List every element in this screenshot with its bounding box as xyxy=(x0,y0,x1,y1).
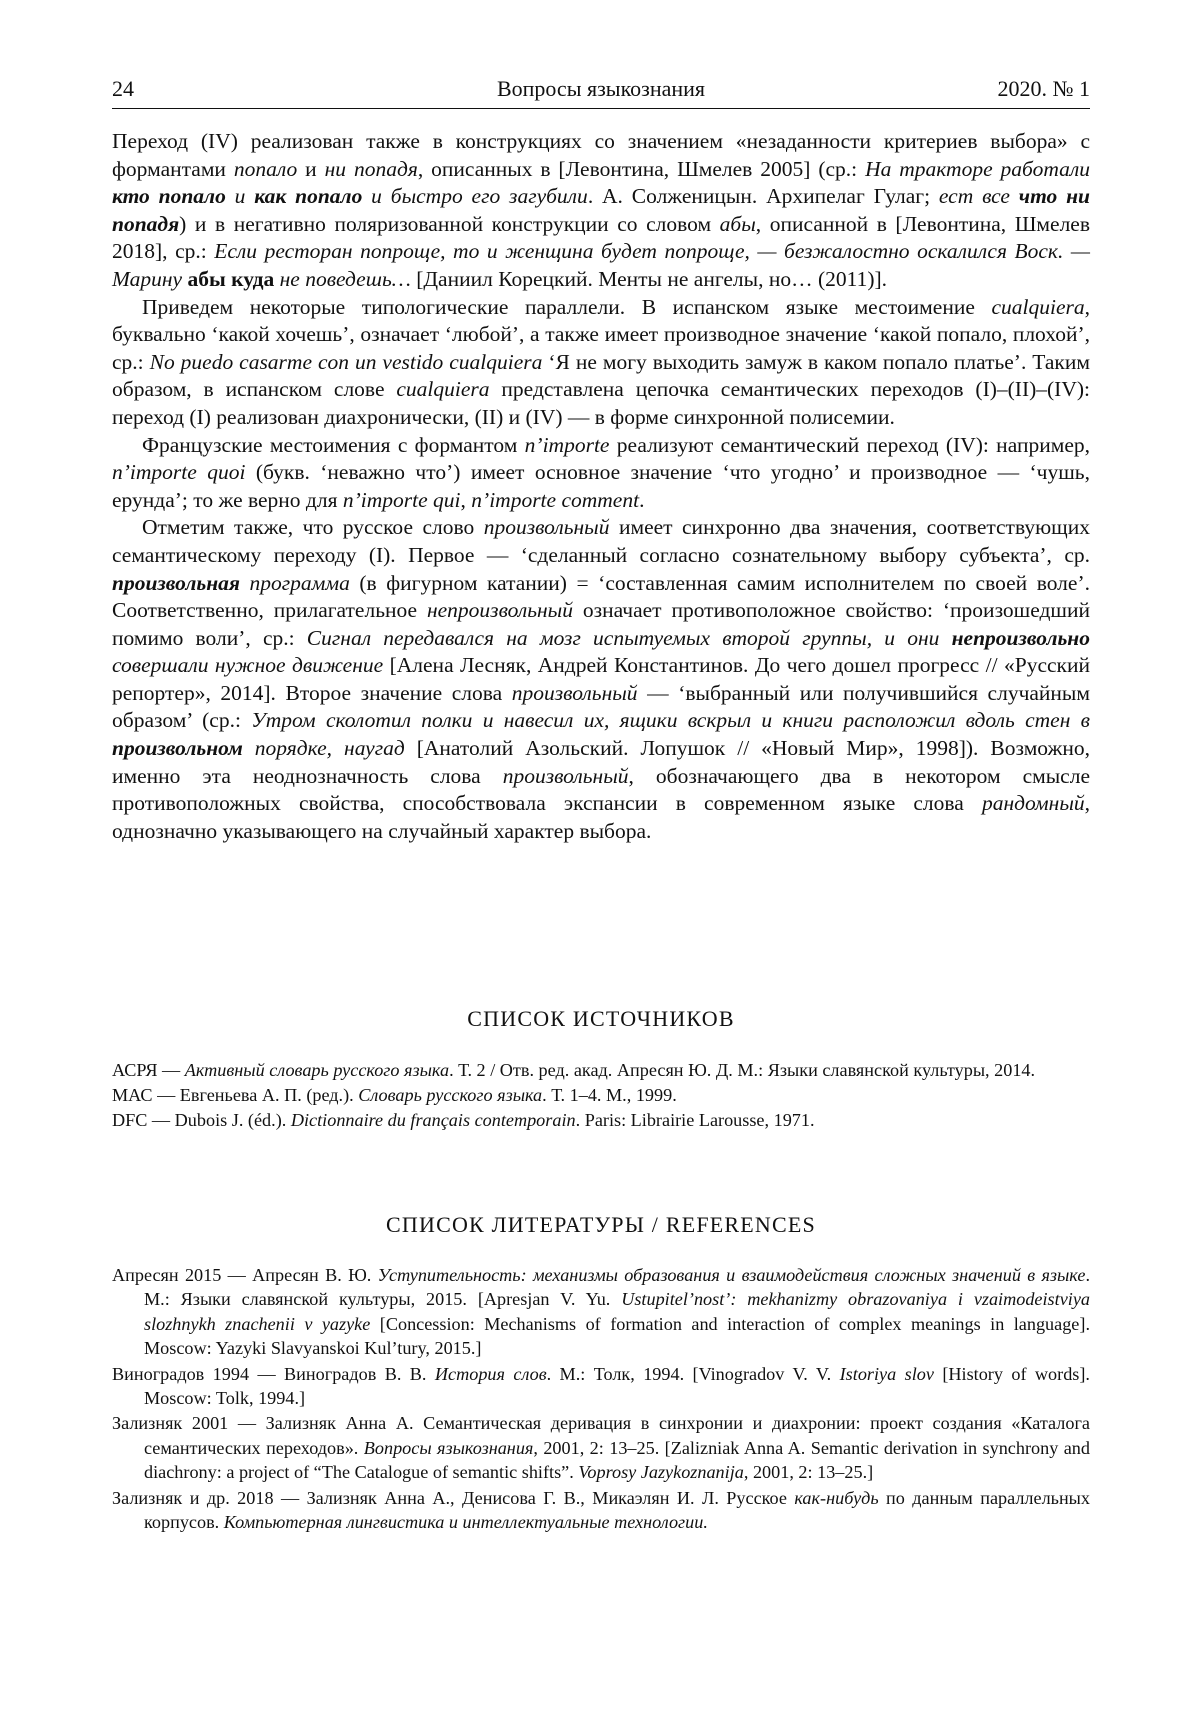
text-run: АСРЯ — xyxy=(112,1060,185,1080)
references-list xyxy=(112,1263,1090,1535)
italic-run: Вопросы языкознания xyxy=(363,1437,534,1458)
reference-entry xyxy=(112,1362,1090,1411)
text-run: . М.: Толк, 1994. [Vinogradov V. V. xyxy=(546,1363,840,1384)
italic-run: n’importe comment xyxy=(471,487,640,512)
italic-run: порядке, наугад xyxy=(242,736,405,761)
text-run: [Алена Лесняк, Андрей Константинов. До чего дошел прогресс // «Русский репортер», 2014]. Второе значение слова xyxy=(112,653,1091,705)
bold-run: абы куда xyxy=(187,266,275,291)
italic-run: ест все xyxy=(938,184,1019,209)
text-run: , 2001, 2: 13–25. [Zalizniak Anna A. Semantic derivation in synchrony and diachrony: a project of “The Catalogue of semantic shifts”. xyxy=(144,1437,1090,1483)
italic-run: произвольный xyxy=(511,680,638,705)
italic-run: не поведешь… xyxy=(274,266,411,291)
italic-run: Уступительность: механизмы образования и взаимодействия сложных значений в языке xyxy=(377,1265,1086,1285)
italic-run: n’importe quoi xyxy=(112,460,246,485)
sources-heading: СПИСОК ИСТОЧНИКОВ xyxy=(467,1006,735,1031)
bold-italic-run: как попало xyxy=(254,184,363,209)
references-heading: СПИСОК ЛИТЕРАТУРЫ / REFERENCES xyxy=(386,1212,816,1237)
italic-run: cualquiera xyxy=(991,294,1085,319)
italic-run: No puedo casarme con un vestido cualquiera xyxy=(149,349,543,374)
italic-run: рандомный xyxy=(981,791,1085,816)
journal-title: Вопросы языкознания xyxy=(496,76,706,101)
text-run: ) и в негативно поляризованной конструкции со словом xyxy=(179,211,720,236)
reference-entry xyxy=(112,1263,1090,1361)
text-run: Виноградов 1994 — Виноградов В. В. xyxy=(112,1363,435,1384)
running-header xyxy=(112,74,1090,109)
text-run: МАС — Евгеньева А. П. (ред.). xyxy=(112,1085,359,1105)
text-run: , однозначно указывающего на случайный характер выбора. xyxy=(112,791,1090,843)
text-run: (букв. ‘неважно что’) имеет основное значение ‘что угодно’ и производное — ‘чушь, ерунда’; то же верно для xyxy=(112,460,1090,512)
text-run: Зализняк 2001 — Зализняк Анна А. Семантическая деривация в синхронии и диахронии: проект создания «Каталога семантических переходов». xyxy=(112,1413,1090,1458)
text-run: . М.: Языки славянской культуры, 2015. [Apresjan V. Yu. xyxy=(144,1265,1090,1310)
text-run: и xyxy=(297,156,325,181)
text-run: — ‘выбранный или получившийся случайным образом’ (ср.: xyxy=(112,680,1090,733)
text-run: Зализняк и др. 2018 — Зализняк Анна А., Денисова Г. В., Микаэлян И. Л. Русское xyxy=(112,1487,795,1508)
paragraph-1 xyxy=(112,128,1090,294)
text-run: Апресян 2015 — Апресян В. Ю. xyxy=(112,1265,378,1285)
text-run: . Т. 1–4. М., 1999. xyxy=(542,1085,677,1105)
text-run: Французские местоимения с формантом xyxy=(142,432,525,457)
text-run: означает противоположное свойство: ‘произошедший помимо воли’, ср.: xyxy=(112,598,1091,650)
text-run: , xyxy=(460,487,472,512)
italic-run: Istoriya slov xyxy=(839,1363,934,1384)
italic-run: произвольный xyxy=(483,515,610,540)
italic-run: n’importe qui xyxy=(342,487,461,512)
italic-run: Dictionnaire du français contemporain xyxy=(290,1110,576,1130)
italic-run: как-нибудь xyxy=(794,1487,879,1508)
text-run: [History of words]. Moscow: Tolk, 1994.] xyxy=(144,1363,1090,1409)
bold-italic-run: кто попало xyxy=(112,184,226,209)
italic-run: Компьютерная лингвистика и интеллектуальные технологии. xyxy=(223,1512,708,1533)
reference-entry xyxy=(112,1486,1090,1535)
bold-italic-run: произвольная xyxy=(112,570,240,595)
bold-italic-run: произвольном xyxy=(112,736,243,761)
paragraph-4 xyxy=(112,514,1090,845)
italic-run: На тракторе работали xyxy=(865,156,1090,181)
text-run: . Paris: Librairie Larousse, 1971. xyxy=(575,1110,815,1130)
text-run: по данным параллельных корпусов. xyxy=(144,1487,1090,1533)
italic-run: Активный словарь русского языка xyxy=(184,1060,450,1080)
italic-run: совершали нужное движение xyxy=(112,653,384,678)
italic-run: попало xyxy=(233,156,298,181)
text-run: ‘Я не могу выходить замуж в каком попало платье’. Таким образом, в испанском слове xyxy=(112,349,1090,402)
text-run: Переход (IV) реализован также в конструкциях со значением «незаданности критериев выбора» с формантами xyxy=(112,129,1090,181)
main-text xyxy=(112,128,1090,845)
text-run: [Concession: Mechanisms of formation and interaction of complex meanings in language]. Moscow: Yazyki Slavyanskoi Kul’tury, 2015.] xyxy=(144,1313,1090,1359)
text-run: (в фигурном катании) = ‘составленная самим исполнителем по своей воле’. Соответственно, прилагательное xyxy=(112,570,1090,623)
italic-run: Словарь русского языка xyxy=(358,1085,543,1105)
text-run: , описанных в [Левонтина, Шмелев 2005] (ср.: xyxy=(417,156,866,181)
italic-run: Утром сколотил полки и навесил их, ящики вскрыл и книги расположил вдоль стен в xyxy=(251,708,1090,733)
italic-run: и быстро его загубили xyxy=(362,184,588,209)
text-run: [Даниил Корецкий. Менты не ангелы, но… (2011)]. xyxy=(410,266,888,291)
text-run: представлена цепочка семантических переходов (I)–(II)–(IV): переход (I) реализован диахронически, (II) и (IV) — в форме синхронной полисемии. xyxy=(112,377,1091,429)
italic-run: абы xyxy=(719,211,756,236)
source-entry xyxy=(112,1058,1090,1082)
italic-run: произвольный xyxy=(502,763,629,788)
source-entry xyxy=(112,1108,1090,1132)
text-run: , буквально ‘какой хочешь’, означает ‘любой’, а также имеет производное значение ‘какой попало, плохой’, ср.: xyxy=(112,294,1090,374)
italic-run: Сигнал передавался на мозг испытуемых второй группы, и они xyxy=(306,625,952,650)
text-run: Отметим также, что русское слово xyxy=(142,515,484,540)
italic-run: История слов xyxy=(434,1363,547,1384)
italic-run: Voprosy Jazykoznanija xyxy=(578,1462,744,1483)
text-run: . xyxy=(639,487,645,512)
italic-run: cualquiera xyxy=(396,377,490,402)
italic-run: и xyxy=(225,184,255,209)
italic-run: непроизвольный xyxy=(426,598,573,623)
text-run: реализуют семантический переход (IV): например, xyxy=(609,432,1090,457)
text-run: DFC — Dubois J. (éd.). xyxy=(112,1110,291,1130)
issue-number: 2020. № 1 xyxy=(997,76,1090,101)
reference-entry xyxy=(112,1411,1090,1484)
italic-run: Ustupitel’nost’: mekhanizmy obrazovaniya i vzaimodeistviya slozhnykh znachenii v yazyke xyxy=(144,1289,1090,1334)
text-run: . Т. 2 / Отв. ред. акад. Апресян Ю. Д. М.: Языки славянской культуры, 2014. xyxy=(449,1060,1036,1080)
paragraph-3 xyxy=(112,432,1090,515)
text-run: [Анатолий Азольский. Лопушок // «Новый Мир», 1998]). Возможно, именно эта неоднозначность слова xyxy=(112,736,1090,788)
italic-run: программа xyxy=(239,570,350,595)
source-entry xyxy=(112,1083,1090,1107)
text-run: , 2001, 2: 13–25.] xyxy=(743,1462,874,1483)
text-run: , обозначающего два в некотором смысле противоположных свойства, способствовала экспансии в современном языке слова xyxy=(112,763,1090,816)
italic-run: Если ресторан попроще, то и женщина будет попроще, — безжалостно оскалился Воск. — Марину xyxy=(112,239,1090,291)
page-number: 24 xyxy=(112,76,134,101)
text-run: , описанной в [Левонтина, Шмелев 2018], ср.: xyxy=(112,211,1090,264)
bold-italic-run: что ни попадя xyxy=(112,184,1090,236)
sources-list xyxy=(112,1058,1090,1133)
italic-run: ни попадя xyxy=(324,156,418,181)
text-run: Приведем некоторые типологические параллели. В испанском языке местоимение xyxy=(142,294,992,319)
text-run: имеет синхронно два значения, соответствующих семантическому переходу (I). Первое — ‘сделанный согласно сознательному выбору субъекта’, ср. xyxy=(112,515,1090,567)
text-run: . А. Солженицын. Архипелаг Гулаг; xyxy=(587,184,939,209)
paragraph-2 xyxy=(112,294,1090,432)
bold-italic-run: непроизвольно xyxy=(951,625,1090,650)
italic-run: n’importe xyxy=(524,432,610,457)
